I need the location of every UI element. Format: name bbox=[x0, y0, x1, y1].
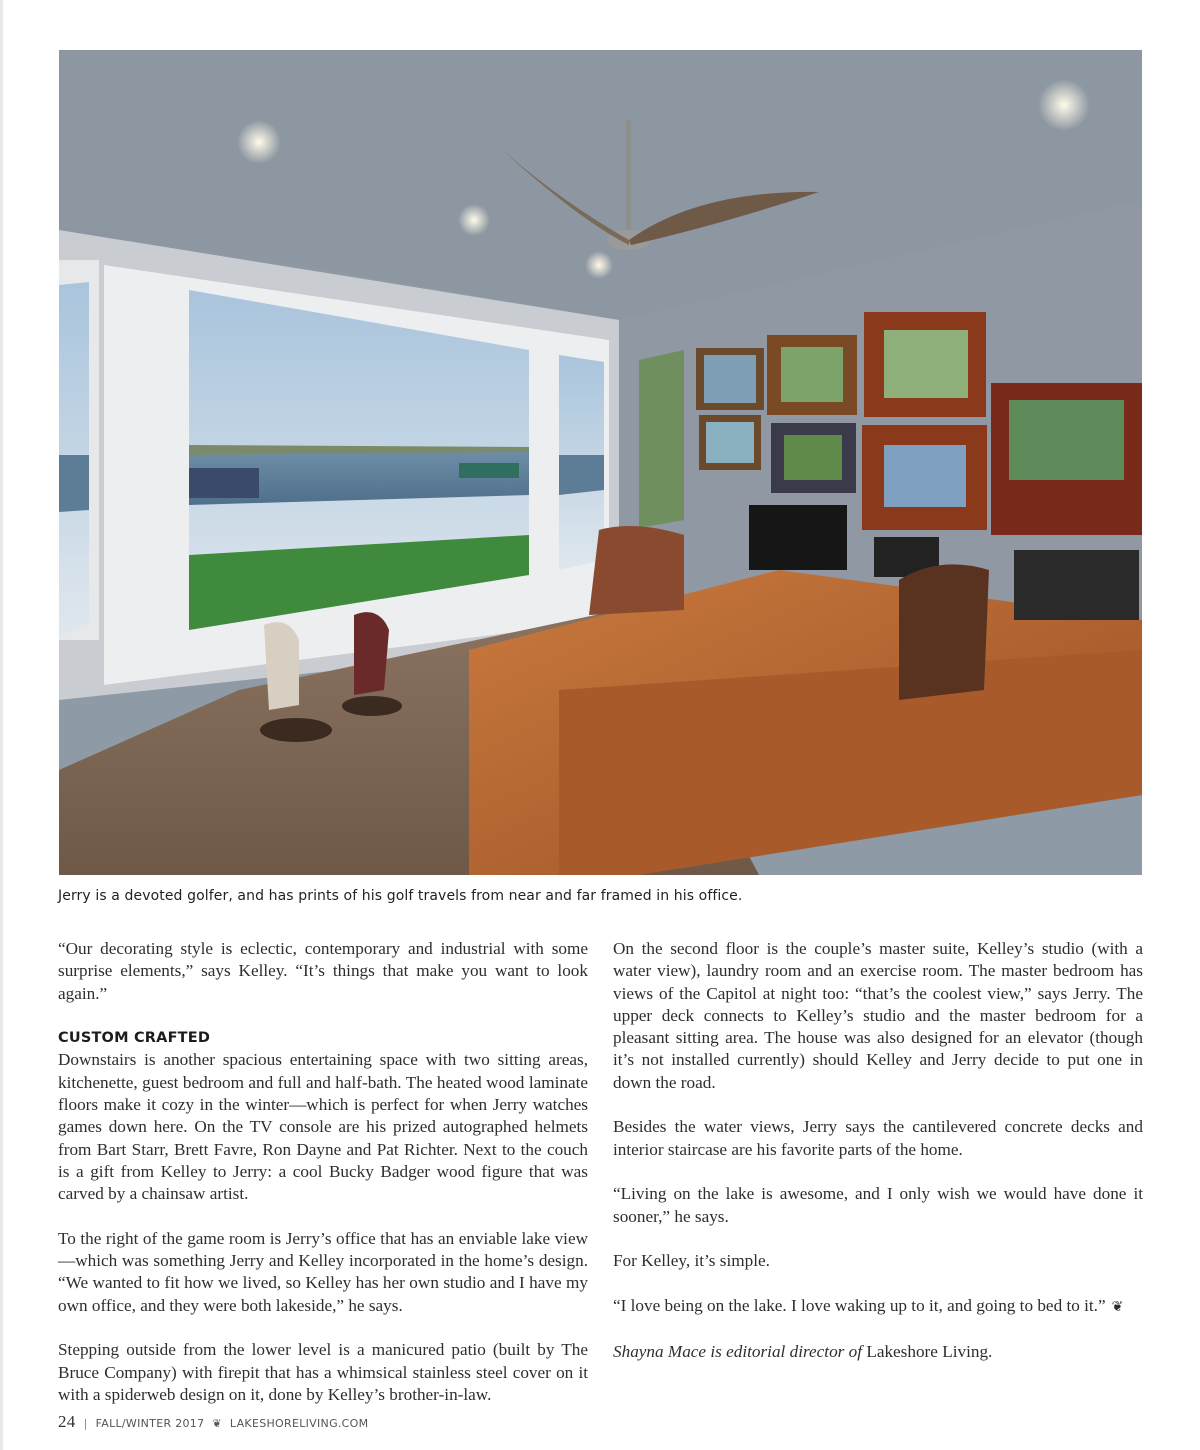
office-photo bbox=[59, 50, 1142, 875]
site-url: LAKESHORELIVING.COM bbox=[229, 1417, 369, 1430]
section-heading: CUSTOM CRAFTED bbox=[58, 1030, 211, 1047]
end-mark-icon: ❦ bbox=[1111, 1299, 1124, 1315]
article-column-right bbox=[613, 938, 1143, 1386]
paragraph: For Kelley, it’s simple. bbox=[613, 1251, 770, 1271]
byline-text: Shayna Mace is editorial director of bbox=[613, 1342, 863, 1362]
ornament-icon: ❦ bbox=[212, 1417, 222, 1430]
closing-quote: “I love being on the lake. I love waking up to it, and going to bed to it.” bbox=[613, 1295, 1106, 1315]
footer-separator: | bbox=[83, 1417, 88, 1430]
paragraph: “Our decorating style is eclectic, contemporary and industrial with some surprise elements,” says Kelley. “It’s things that make you want to look again.” bbox=[58, 939, 588, 1003]
page-number: 24 bbox=[58, 1412, 76, 1431]
photo-caption: Jerry is a devoted golfer, and has prints of his golf travels from near and far framed in his office. bbox=[58, 888, 743, 904]
article-column-left bbox=[58, 938, 588, 1429]
paragraph: To the right of the game room is Jerry’s office that has an enviable lake view—which was something Jerry and Kelley incorporated in the home’s design. “We wanted to fit how we lived, so Kelley has her own studio and I have my own office, and they were both lakeside,” he says. bbox=[58, 1228, 588, 1315]
page-edge bbox=[0, 0, 3, 1450]
paragraph: “Living on the lake is awesome, and I only wish we would have done it sooner,” he says. bbox=[613, 1184, 1143, 1226]
paragraph: Besides the water views, Jerry says the cantilevered concrete decks and interior staircase are his favorite parts of the home. bbox=[613, 1117, 1143, 1159]
paragraph: Stepping outside from the lower level is a manicured patio (built by The Bruce Company) with firepit that has a whimsical stainless steel cover on it with a spiderweb design on it, done by Kelley’s brother-in-law. bbox=[58, 1340, 588, 1404]
page-footer bbox=[58, 1412, 368, 1432]
publication-name: Lakeshore Living. bbox=[866, 1342, 993, 1362]
closing-quote-paragraph bbox=[613, 1295, 1143, 1319]
paragraph: On the second floor is the couple’s master suite, Kelley’s studio (with a water view), laundry room and an exercise room. The master bedroom has views of the Capitol at night too: “that’s the coolest view,” says Jerry. The upper deck connects to Kelley’s studio and the master bedroom for a pleasant sitting area. The house was also designed for an elevator (though it’s not installed currently) should Kelley and Jerry decide to put one in down the road. bbox=[613, 939, 1143, 1092]
author-byline bbox=[613, 1341, 1143, 1363]
paragraph: Downstairs is another spacious entertaining space with two sitting areas, kitchenette, guest bedroom and full and half-bath. The heated wood laminate floors make it cozy in the winter—which is perfect for when Jerry watches games down here. On the TV console are his prized autographed helmets from Bart Starr, Brett Favre, Ron Dayne and Pat Richter. Next to the couch is a gift from Kelley to Jerry: a cool Bucky Badger wood figure that was carved by a chainsaw artist. bbox=[58, 1050, 588, 1204]
issue-label: FALL/WINTER 2017 bbox=[95, 1417, 205, 1430]
